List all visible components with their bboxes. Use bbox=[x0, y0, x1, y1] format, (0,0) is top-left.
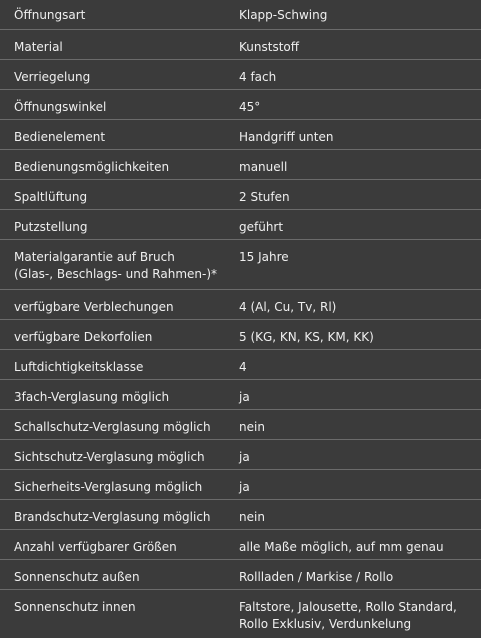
spec-value: Handgriff unten bbox=[239, 130, 334, 144]
spec-row-groessen bbox=[0, 530, 481, 560]
spec-value: Kunststoff bbox=[239, 40, 300, 54]
spec-row-brandschutz-verglasung bbox=[0, 500, 481, 530]
spec-row-sicherheits-verglasung bbox=[0, 470, 481, 500]
spec-label: Spaltlüftung bbox=[14, 190, 88, 204]
spec-value: manuell bbox=[239, 160, 288, 174]
spec-value: 4 bbox=[239, 360, 247, 374]
spec-value: nein bbox=[239, 510, 265, 524]
spec-label: Schallschutz-Verglasung möglich bbox=[14, 420, 211, 434]
spec-label: Sonnenschutz außen bbox=[14, 570, 140, 584]
spec-label: Öffnungswinkel bbox=[14, 100, 107, 114]
spec-label: Sonnenschutz innen bbox=[14, 600, 136, 614]
spec-label: Putzstellung bbox=[14, 220, 88, 234]
spec-value: 15 Jahre bbox=[239, 250, 289, 264]
spec-row-3fach-verglasung bbox=[0, 380, 481, 410]
spec-value: 5 (KG, KN, KS, KM, KK) bbox=[239, 330, 374, 344]
spec-label: Luftdichtigkeitsklasse bbox=[14, 360, 144, 374]
spec-value: ja bbox=[239, 450, 250, 464]
spec-row-bedienelement bbox=[0, 120, 481, 150]
spec-label: Bedienelement bbox=[14, 130, 106, 144]
spec-value: Faltstore, Jalousette, Rollo Standard, Rollo Exklusiv, Verdunkelung bbox=[239, 600, 457, 631]
spec-row-sichtschutz-verglasung bbox=[0, 440, 481, 470]
spec-value: nein bbox=[239, 420, 265, 434]
spec-value: ja bbox=[239, 390, 250, 404]
spec-row-dekorfolien bbox=[0, 320, 481, 350]
spec-value: 4 fach bbox=[239, 70, 277, 84]
spec-value: alle Maße möglich, auf mm genau bbox=[239, 540, 444, 554]
spec-row-oeffnungsart bbox=[0, 0, 481, 30]
spec-row-verriegelung bbox=[0, 60, 481, 90]
spec-label: Bedienungsmöglichkeiten bbox=[14, 160, 170, 174]
spec-value: geführt bbox=[239, 220, 284, 234]
spec-row-verblechungen bbox=[0, 290, 481, 320]
spec-label: verfügbare Verblechungen bbox=[14, 300, 174, 314]
spec-label: Sichtschutz-Verglasung möglich bbox=[14, 450, 205, 464]
spec-row-sonnenschutz-aussen bbox=[0, 560, 481, 590]
spec-label: verfügbare Dekorfolien bbox=[14, 330, 153, 344]
spec-label: Verriegelung bbox=[14, 70, 91, 84]
spec-row-materialgarantie bbox=[0, 240, 481, 290]
spec-value: 45° bbox=[239, 100, 261, 114]
spec-row-spaltlueftung bbox=[0, 180, 481, 210]
spec-label: Öffnungsart bbox=[14, 8, 86, 22]
spec-value: Rollladen / Markise / Rollo bbox=[239, 570, 394, 584]
spec-label: Material bbox=[14, 40, 63, 54]
spec-label: Brandschutz-Verglasung möglich bbox=[14, 510, 211, 524]
spec-label: Materialgarantie auf Bruch (Glas-, Beschlags- und Rahmen-)* bbox=[14, 250, 218, 281]
spec-row-oeffnungswinkel bbox=[0, 90, 481, 120]
spec-label: Sicherheits-Verglasung möglich bbox=[14, 480, 203, 494]
spec-row-putzstellung bbox=[0, 210, 481, 240]
spec-row-sonnenschutz-innen bbox=[0, 590, 481, 631]
spec-label: 3fach-Verglasung möglich bbox=[14, 390, 170, 404]
spec-value: ja bbox=[239, 480, 250, 494]
spec-value: 2 Stufen bbox=[239, 190, 290, 204]
spec-label: Anzahl verfügbarer Größen bbox=[14, 540, 177, 554]
spec-row-schallschutz-verglasung bbox=[0, 410, 481, 440]
spec-row-luftdichtigkeitsklasse bbox=[0, 350, 481, 380]
spec-row-material bbox=[0, 30, 481, 60]
spec-value: 4 (Al, Cu, Tv, Rl) bbox=[239, 300, 337, 314]
spec-row-bedienungsmoeglichkeiten bbox=[0, 150, 481, 180]
spec-value: Klapp-Schwing bbox=[239, 8, 328, 22]
